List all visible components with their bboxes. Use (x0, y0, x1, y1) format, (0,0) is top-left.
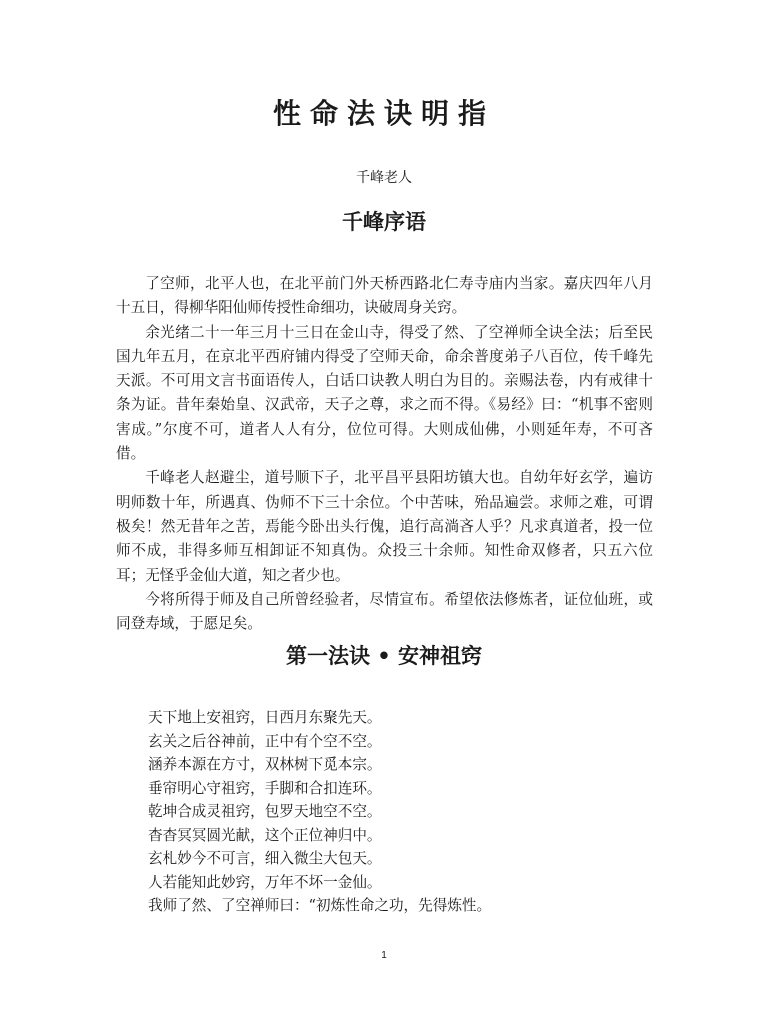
verse-block (148, 706, 648, 918)
author-name: 千峰老人 (356, 170, 412, 186)
chapter-heading: 第一法诀 • 安神祖窍 (285, 644, 483, 668)
verse-line: 玄札妙今不可言，细入微尘大包天。 (148, 850, 382, 867)
preface-heading: 千峰序语 (342, 210, 426, 234)
verse-line: 杳杳冥冥圆光献，这个正位神归中。 (148, 826, 382, 844)
verse-line: 玄关之后谷神前，正中有个空不空。 (148, 732, 382, 750)
verse-line: 我师了然、了空禅师曰：“初炼性命之功，先得炼性。 (148, 897, 492, 914)
page-number: 1 (381, 950, 387, 961)
verse-line: 涵养本源在方寸，双林树下觅本宗。 (148, 756, 382, 773)
preface-paragraph: 千峰老人赵避尘，道号顺下子，北平昌平县阳坊镇大也。自幼年好玄学，遍访明师数十年，所遇真、伪师不下三十余位。个中苦味，殆品遍尝。求师之难，可谓极矣！然无昔年之苦，焉能今卧出头行傀，追行高淌吝人乎？凡求真道者，投一位师不成，非得多师互相卸证不知真伪。众投三十余师。知性命双修者，只五六位耳；无怪乎金仙大道，知之者少也。 (116, 469, 653, 584)
verse-line: 人若能知此妙窍，万年不坏一金仙。 (148, 873, 382, 891)
verse-line: 垂帘明心守祖窍，手脚和合扣连环。 (148, 779, 382, 797)
verse-line: 乾坤合成灵祖窍，包罗天地空不空。 (148, 803, 382, 820)
preface-paragraph: 今将所得于师及自己所曾经验者，尽情宣布。希望依法修炼者，证位仙班，或同登寿域，于愿足矣。 (116, 590, 653, 633)
document-title: 性命法诀明指 (272, 97, 495, 130)
verse-line: 天下地上安祖窍，日西月东聚先天。 (148, 709, 382, 726)
preface-paragraph: 余光绪二十一年三月十三日在金山寺，得受了然、了空禅师全诀全法；后至民国九年五月，在京北平西府铺内得受了空师天命，命余普度弟子八百位，传千峰先天派。不可用文言书面语传人，白话口诀教人明白为目的。亲赐法卷，内有戒律十条为证。昔年秦始皇、汉武帝，天子之尊，求之而不得。《易经》曰：“机事不密则害成。”尔度不可，道者人人有分，位位可得。大则成仙佛，小则延年寿，不可吝借。 (116, 323, 653, 463)
preface-body (116, 272, 653, 636)
preface-paragraph: 了空师，北平人也，在北平前门外天桥西路北仁寿寺庙内当家。嘉庆四年八月十五日，得柳华阳仙师传授性命细功，诀破周身关窍。 (116, 275, 653, 317)
